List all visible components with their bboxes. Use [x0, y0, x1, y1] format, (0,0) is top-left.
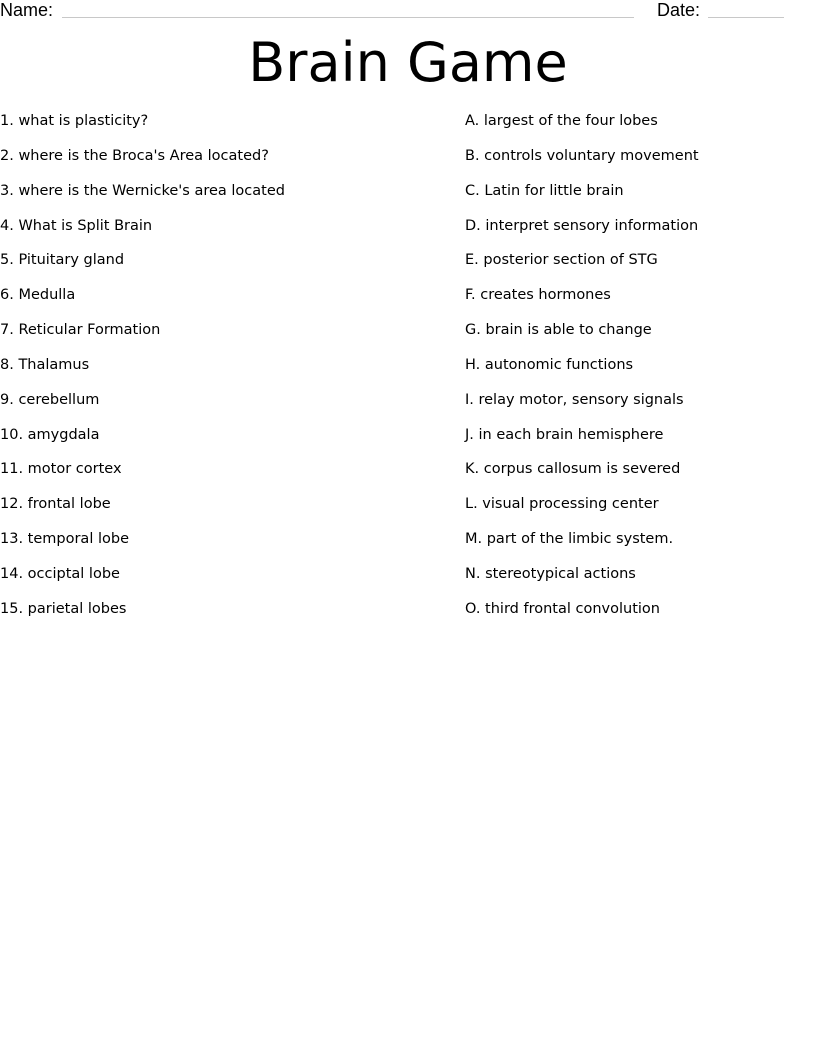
- name-blank-line: [62, 17, 634, 18]
- questions-list: [0, 110, 440, 633]
- question-item: 5. Pituitary gland: [0, 252, 125, 269]
- answer-item: L. visual processing center: [465, 496, 659, 513]
- question-item: 10. amygdala: [0, 426, 100, 443]
- question-item: 9. cerebellum: [0, 391, 100, 408]
- date-blank-line: [708, 17, 784, 18]
- answer-item: A. largest of the four lobes: [465, 113, 658, 129]
- answers-list: [465, 110, 805, 633]
- answer-item: E. posterior section of STG: [465, 252, 658, 269]
- question-item: 13. temporal lobe: [0, 531, 129, 548]
- question-item: 6. Medulla: [0, 287, 76, 304]
- answer-item: N. stereotypical actions: [465, 565, 636, 582]
- answer-item: B. controls voluntary movement: [465, 147, 699, 164]
- answer-item: O. third frontal convolution: [465, 600, 660, 617]
- date-label: Date:: [657, 0, 701, 20]
- question-item: 4. What is Split Brain: [0, 217, 153, 234]
- question-item: 3. where is the Wernicke's area located: [0, 182, 285, 199]
- question-item: 2. where is the Broca's Area located?: [0, 147, 269, 164]
- question-item: 14. occiptal lobe: [0, 565, 120, 582]
- name-label: Name:: [0, 0, 54, 20]
- answer-item: D. interpret sensory information: [465, 217, 699, 234]
- question-item: 15. parietal lobes: [0, 600, 127, 617]
- answer-item: I. relay motor, sensory signals: [465, 391, 684, 408]
- answer-item: F. creates hormones: [465, 287, 611, 304]
- answer-item: J. in each brain hemisphere: [465, 426, 664, 443]
- answer-item: C. Latin for little brain: [465, 182, 624, 199]
- question-item: 11. motor cortex: [0, 461, 122, 478]
- question-item: 1. what is plasticity?: [0, 113, 149, 129]
- question-item: 7. Reticular Formation: [0, 322, 161, 339]
- answer-item: M. part of the limbic system.: [465, 531, 674, 548]
- answer-item: G. brain is able to change: [465, 322, 652, 339]
- answer-item: K. corpus callosum is severed: [465, 461, 681, 478]
- page-title: Brain Game: [248, 31, 568, 94]
- question-item: 12. frontal lobe: [0, 496, 111, 513]
- question-item: 8. Thalamus: [0, 356, 90, 373]
- answer-item: H. autonomic functions: [465, 356, 634, 373]
- worksheet-header: [0, 0, 816, 24]
